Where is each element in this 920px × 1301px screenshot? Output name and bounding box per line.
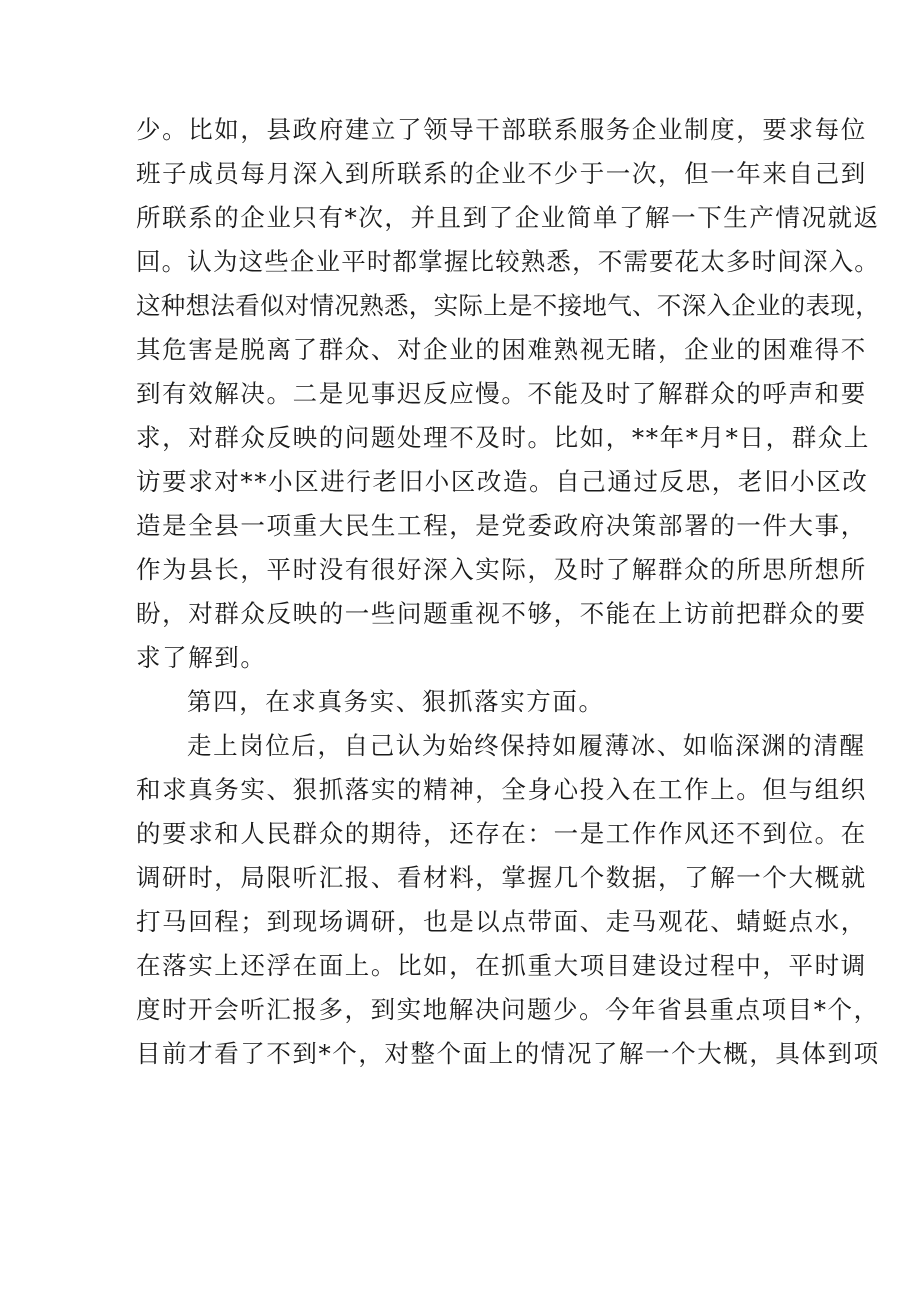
- text-line: 调研时，局限听汇报、看材料，掌握几个数据，了解一个大概就: [136, 863, 867, 892]
- text-line: 所联系的企业只有*次，并且到了企业简单了解一下生产情况就返: [136, 203, 880, 232]
- text-line: 目前才看了不到*个，对整个面上的情况了解一个大概，具体到项: [136, 1039, 880, 1068]
- section-heading: 第四，在求真务实、狠抓落实方面。: [187, 687, 605, 716]
- text-line: 在落实上还浮在面上。比如，在抓重大项目建设过程中，平时调: [136, 951, 867, 980]
- text-line: 走上岗位后，自己认为始终保持如履薄冰、如临深渊的清醒: [187, 731, 866, 760]
- text-line: 访要求对**小区进行老旧小区改造。自己通过反思，老旧小区改: [136, 467, 869, 496]
- text-line: 度时开会听汇报多，到实地解决问题少。今年省县重点项目*个，: [136, 995, 880, 1024]
- text-line: 造是全县一项重大民生工程，是党委政府决策部署的一件大事，: [136, 511, 867, 540]
- text-line: 盼，对群众反映的一些问题重视不够，不能在上访前把群众的要: [136, 599, 867, 628]
- text-line: 求，对群众反映的问题处理不及时。比如，**年*月*日，群众上: [136, 423, 870, 452]
- text-line: 其危害是脱离了群众、对企业的困难熟视无睹，企业的困难得不: [136, 335, 867, 364]
- text-line: 班子成员每月深入到所联系的企业不少于一次，但一年来自己到: [136, 159, 867, 188]
- text-line: 作为县长，平时没有很好深入实际，及时了解群众的所思所想所: [136, 555, 867, 584]
- text-line: 到有效解决。二是见事迟反应慢。不能及时了解群众的呼声和要: [136, 379, 867, 408]
- text-line: 回。认为这些企业平时都掌握比较熟悉，不需要花太多时间深入。: [136, 247, 880, 276]
- text-line: 的要求和人民群众的期待，还存在：一是工作作风还不到位。在: [136, 819, 867, 848]
- text-line: 和求真务实、狠抓落实的精神，全身心投入在工作上。但与组织: [136, 775, 867, 804]
- text-line: 打马回程；到现场调研，也是以点带面、走马观花、蜻蜓点水，: [136, 907, 867, 936]
- text-line: 求了解到。: [136, 643, 267, 672]
- text-line: 这种想法看似对情况熟悉，实际上是不接地气、不深入企业的表现，: [136, 291, 880, 320]
- text-line: 少。比如，县政府建立了领导干部联系服务企业制度，要求每位: [136, 115, 867, 144]
